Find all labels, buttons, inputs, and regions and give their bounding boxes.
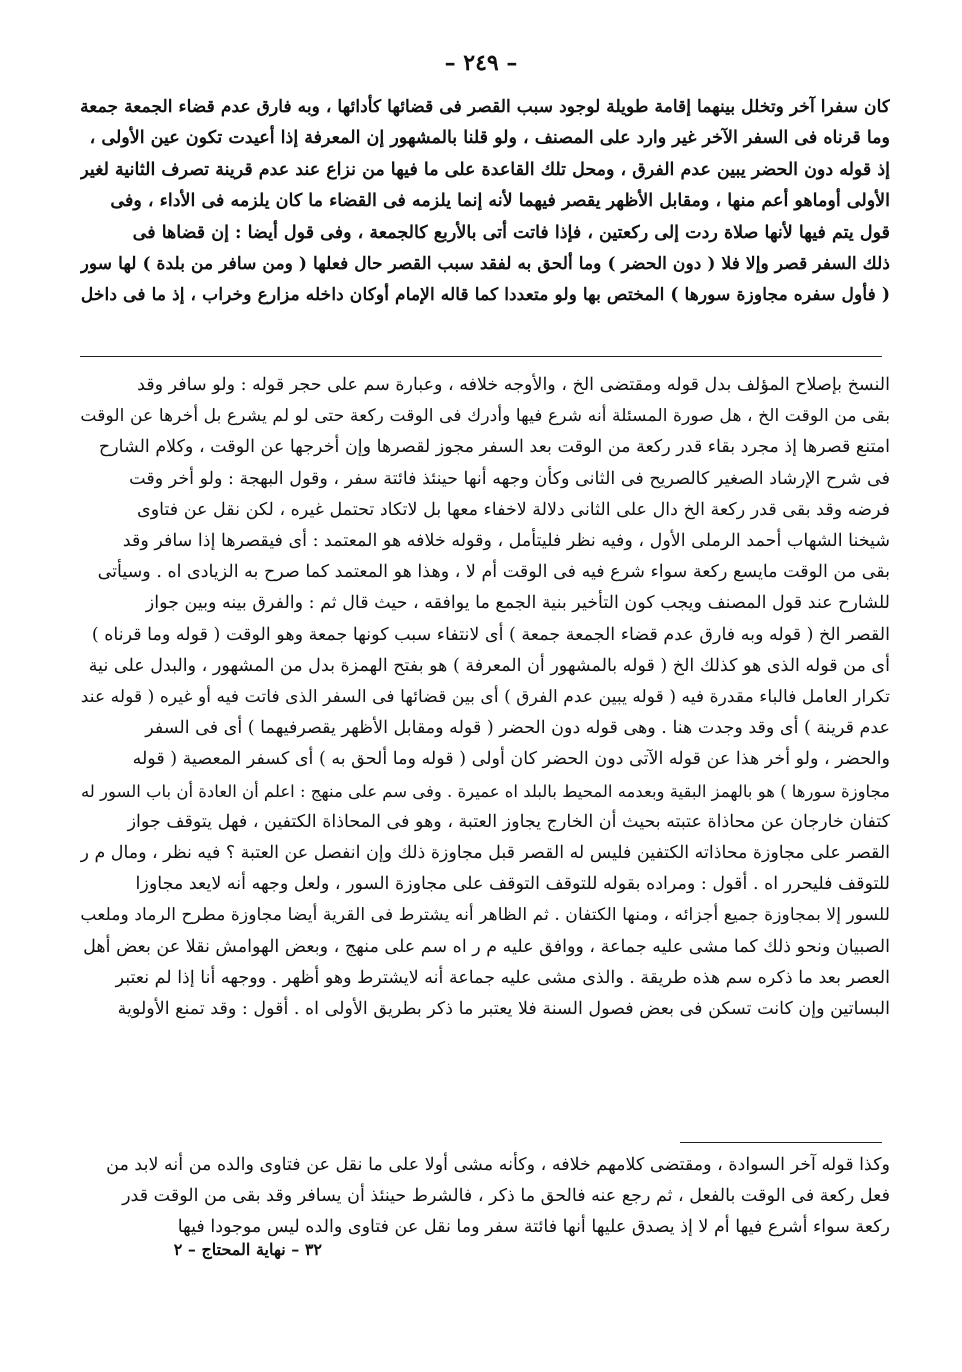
commentary-line: كتفان خارجان عن محاذاة عتبته بحيث أن الخارج يجاوز العتبة ، وهو فى المحاذاة الكتفين ، فهل يتوقف جواز [127,811,890,832]
main-text-line: إذ قوله دون الحضر يبين عدم الفرق ، ومحل تلك القاعدة على ما فيها من نزاع عند عدم قرينة تصرف الثانية لغير [80,159,890,180]
main-text-line: وما قرناه فى السفر الآخر غير وارد على المصنف ، ولو قلنا بالمشهور إن المعرفة إذا أعيدت تكون عين الأولى ، [89,128,890,149]
footnote-divider [680,1142,882,1143]
commentary-line: القصر على مجاوزة محاذاته الكتفين فليس له القصر قبل مجاوزة ذلك وإن انفصل عن العتبة ؟ فيه نظر ، ومال م ر [80,843,890,864]
main-text-line: ( فأول سفره مجاوزة سورها ) المختص بها ولو متعددا كما قاله الإمام أوكان داخله مزارع وخراب ، إذ ما فى داخل [80,285,890,306]
commentary-line: للتوقف فليحرر اه . أقول : ومراده بقوله للتوقف التوقف على مجاوزة السور ، ولعل وجهه أنه لايعد مجاوزا [135,874,890,895]
commentary-line: أى من قوله الذى هو كذلك الخ ( قوله بالمشهور أن المعرفة ) هو بفتح الهمزة بدل من المشهور ، والبدل على نية [88,655,890,676]
main-text-line: الأولى أوماهو أعم منها ، ومقابل الأظهر يقصر فيهما لأنه إنما يلزمه فى القضاء ما كان يلزمه فى الأداء ، وفى [110,191,890,212]
footnote-line: فعل ركعة فى الوقت بالفعل ، ثم رجع عنه فالحق ما ذكر ، فالشرط حينئذ أن يسافر وقد بقى من الوقت قدر [122,1186,890,1207]
commentary-line: للشارح عند قول المصنف ويجب كون التأخير بنية الجمع ما يوافقه ، حيث قال ثم : والفرق بينه وبين جواز [145,593,890,614]
section-divider [80,356,882,357]
commentary-line: فرضه وقد بقى قدر ركعة الخ دال على الثانى دلالة لاخفاء معها بل لاتكاد تحتمل غيره ، لكن نقل عن فتاوى [137,499,890,520]
main-text [80,92,890,312]
footnote-block [80,1150,890,1244]
page-signature: ٣٢ – نهاية المحتاج – ٢ [173,1240,322,1259]
commentary-line: فى شرح الإرشاد الصغير كالصريح فى الثانى وكأن وجهه أنها حينئذ فائتة سفر ، وقول البهجة : ولو أخر وقت [129,468,890,489]
commentary-line: شيخنا الشهاب أحمد الرملى الأول ، وفيه نظر فليتأمل ، وقوله خلافه هو المعتمد : أى فيقصرها إذا سافر وقد [122,531,890,552]
commentary-line: البساتين وإن كانت تسكن فى بعض فصول السنة فلا يعتبر ما ذكر بطريق الأولى اه . أقول : وقد تمنع الأولوية [117,999,890,1020]
commentary-line: بقى من الوقت مايسع ركعة سواء شرع فيه فى الوقت أم لا ، وهذا هو المعتمد كما صرح به الزيادى اه . وسيأتى [97,562,890,583]
commentary-line: الصبيان ونحو ذلك كما مشى عليه جماعة ، ووافق عليه م ر اه سم على منهج ، وبعض الهوامش نقلا عن بعض أهل [83,936,890,957]
main-text-line: كان سفرا آخر وتخلل بينهما إقامة طويلة لوجود سبب القصر فى قضائها كأدائها ، وبه فارق عدم قضاء الجمعة جمعة [80,97,890,117]
main-text-line: ذلك السفر قصر وإلا فلا ( دون الحضر ) وما ألحق به لفقد سبب القصر حال فعلها ( ومن سافر من بلدة ) لها سور [80,254,890,275]
footnote-line: ركعة سواء أشرع فيها أم لا إذ يصدق عليها أنها فائتة سفر وما نقل عن فتاوى والده ليس موجودا فيها [177,1217,890,1238]
commentary-line: عدم قرينة ) أى وقد وجدت هنا . وهى قوله دون الحضر ( قوله ومقابل الأظهر يقصرفيهما ) أى فى السفر [145,718,890,739]
commentary-line: بقى من الوقت الخ ، هل صورة المسئلة أنه شرع فيها وأدرك فى الوقت ركعة حتى لو لم يشرع بل أخرها عن الوقت [80,406,890,427]
commentary-line: والحضر ، ولو أخر هذا عن قوله الآتى دون الحضر كان أولى ( قوله وما ألحق به ) أى كسفر المعصية ( قوله [132,749,890,770]
page-number: – ٢٤٩ – [444,50,518,76]
commentary-block [80,370,890,1025]
commentary-line: للسور إلا بمجاوزة جميع أجزائه ، ومنها الكتفان . ثم الظاهر أنه يشترط فى القرية أيضا مجاوزة مطرح الرماد وملعب [80,905,890,926]
commentary-line: امتنع قصرها إذ مجرد بقاء قدر ركعة من الوقت بعد السفر مجوز لقصرها وإن أخرجها عن الوقت ، وكلام الشارح [98,437,890,458]
footnote-line: وكذا قوله آخر السوادة ، ومقتضى كلامهم خلافه ، وكأنه مشى أولا على ما نقل عن فتاوى والده من أنه لابد من [106,1155,890,1175]
commentary-line: القصر الخ ( قوله وبه فارق عدم قضاء الجمعة جمعة ) أى لانتفاء سبب كونها جمعة وهو الوقت ( قوله وما قرناه ) [91,624,890,645]
commentary-line: مجاوزة سورها ) هو بالهمز البقية وبعدمه المحيط بالبلد اه عميرة . وفى سم على منهج : اعلم أن العادة أن باب السور له [80,781,890,801]
main-text-line: قول يتم فيها لأنها صلاة ردت إلى ركعتين ، فإذا فاتت أتى بالأربع كالجمعة ، وفى قول أيضا : إن قضاها فى [132,222,890,243]
commentary-line: العصر بعد ما ذكره سم هذه طريقة . والذى مشى عليه جماعة أنه لايشترط وهو أظهر . ووجهه أنا إذا لم نعتبر [115,967,890,988]
commentary-line: تكرار العامل فالباء مقدرة فيه ( قوله يبين عدم الفرق ) أى بين قضائها فى السفر الذى فاتت فيه أو غيره ( قوله عند [80,687,890,708]
commentary-line: النسخ بإصلاح المؤلف بدل قوله ومقتضى الخ ، والأوجه خلافه ، وعبارة سم على حجر قوله : ولو سافر وقد [137,375,890,395]
